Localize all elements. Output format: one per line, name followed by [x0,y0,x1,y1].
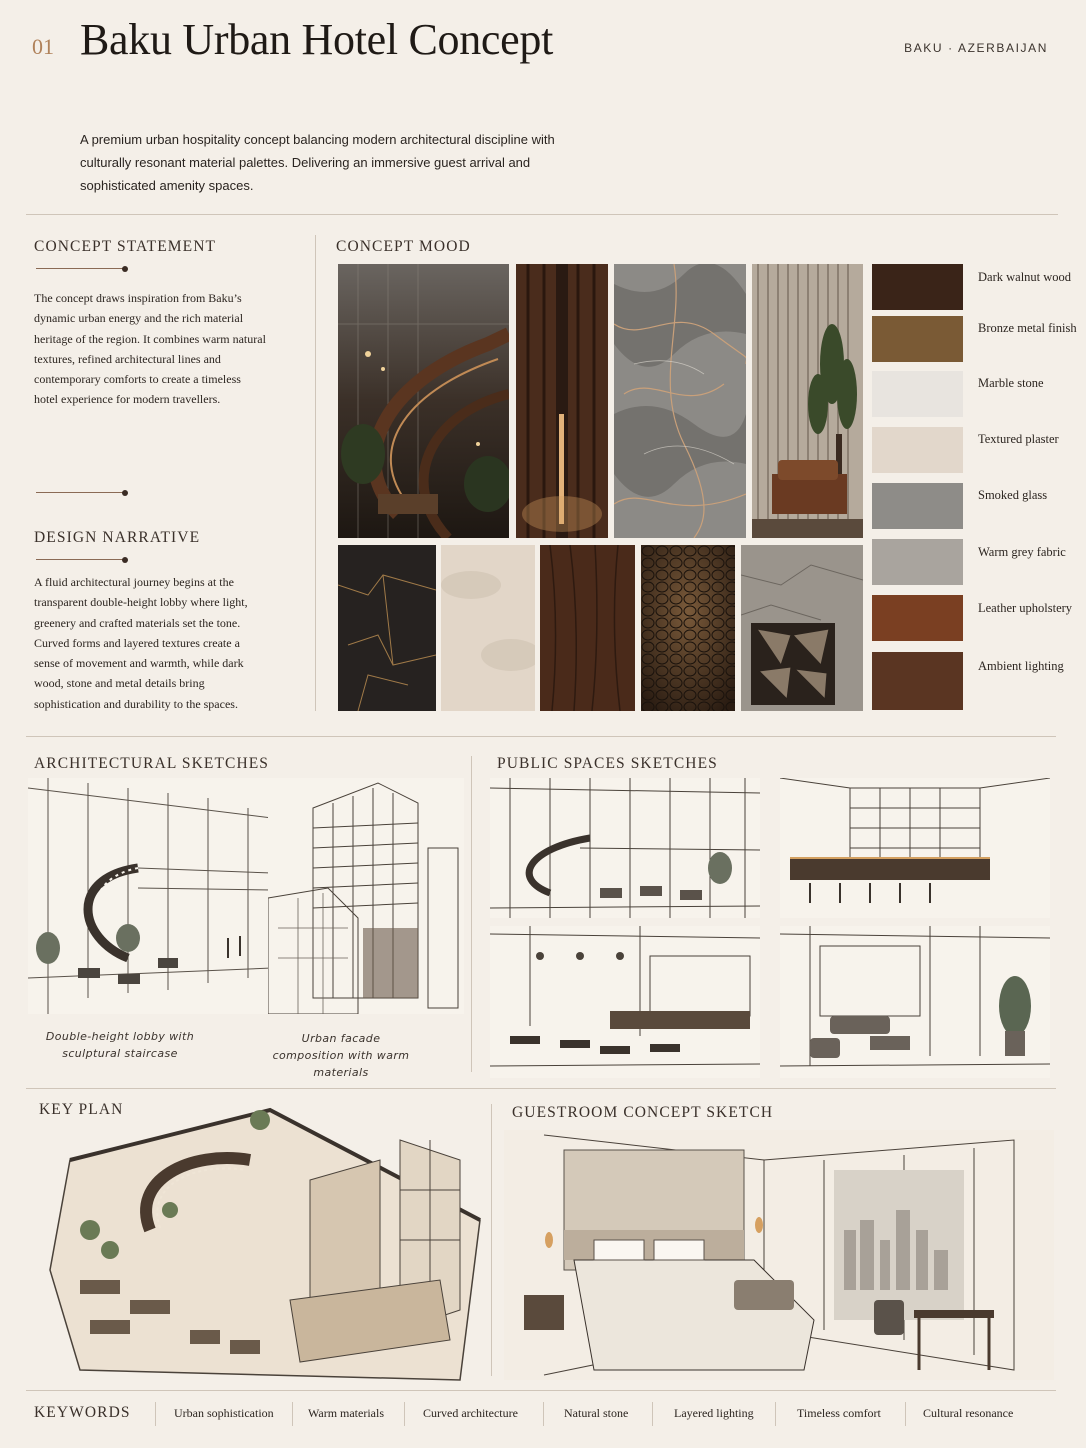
key-plan-drawing [40,1100,488,1388]
swatch-leather [872,595,963,641]
guestroom-title: GUESTROOM CONCEPT SKETCH [512,1104,774,1121]
section-rule [36,559,126,560]
swatch-ambient-lighting [872,652,963,710]
divider [26,736,1056,737]
keyword-separator [404,1402,405,1426]
fluted-wall-chair-photo [752,264,863,538]
keyword-separator [775,1402,776,1426]
section-rule [36,268,126,269]
swatch-label: Smoked glass [978,488,1048,502]
keyword: Cultural resonance [923,1406,1014,1420]
keyword: Warm materials [308,1406,385,1420]
swatch-marble [872,371,963,417]
page-title: Baku Urban Hotel Concept [80,15,554,64]
keyword-separator [905,1402,906,1426]
keyword: Natural stone [564,1406,629,1420]
column-divider [491,1104,492,1376]
staircase-atrium-photo [338,264,509,538]
key-plan-title: KEY PLAN [39,1101,124,1118]
design-narrative-text: A fluid architectural journey begins at the transparent double-height lobby where light, greenery and crafted materials set the tone. Curved forms and layered textures create a sense of movement and warmth, while dark wood, stone and metal details bring sophistication and durability to the spaces. [34,575,248,711]
keyword: Curved architecture [423,1406,518,1420]
bronze-texture-photo [641,545,735,711]
location-label: BAKU · AZERBAIJAN [904,41,1048,55]
swatch-label: Warm grey fabric [978,545,1066,559]
swatch-label: Dark walnut wood [978,270,1072,284]
swatch-grey-fabric [872,539,963,585]
keywords-title: KEYWORDS [34,1404,131,1421]
stone-wall-art-photo [741,545,863,711]
intro-paragraph: A premium urban hospitality concept balancing modern architectural discipline with culturally resonant material palettes. Delivering an immersive guest arrival and sophisticated amenity spaces. [80,132,555,193]
public-spaces-title: PUBLIC SPACES SKETCHES [497,755,718,772]
concept-statement-text: The concept draws inspiration from Baku’s dynamic urban energy and the rich material heritage of the region. It combines warm natural textures, refined architectural lines and contemporary comforts to create a timeless hotel experience for modern travellers. [34,291,266,407]
keyword-separator [543,1402,544,1426]
wood-panel-photo [516,264,608,538]
lobby-sketch [28,778,272,1014]
public-lobby-sketch [490,778,760,918]
swatch-smoked-glass [872,483,963,529]
lounge-sketch [780,926,1050,1078]
divider [26,1390,1056,1391]
keyword-separator [155,1402,156,1426]
keyword-separator [292,1402,293,1426]
lobby-sketch-caption: Double-height lobby with sculptural staircase [45,1030,195,1060]
walnut-photo [540,545,635,711]
swatch-label: Leather upholstery [978,601,1073,615]
keyword: Layered lighting [674,1406,754,1420]
swatch-bronze [872,316,963,362]
keyword: Timeless comfort [797,1406,881,1420]
guestroom-sketch [504,1130,1054,1380]
concept-statement-title: CONCEPT STATEMENT [34,238,217,255]
dark-stone-photo [338,545,436,711]
divider [26,1088,1056,1089]
grey-marble-photo [614,264,746,538]
swatch-label: Ambient lighting [978,659,1064,673]
concept-mood-title: CONCEPT MOOD [336,238,471,255]
swatch-plaster [872,427,963,473]
section-rule [36,492,126,493]
facade-sketch-caption: Urban facade composition with warm materials [272,1032,410,1079]
bar-sketch [780,778,1050,918]
column-divider [315,235,316,711]
page-number: 01 [32,34,54,59]
architectural-sketches-title: ARCHITECTURAL SKETCHES [34,755,270,772]
swatch-label: Bronze metal finish [978,321,1077,335]
divider [26,214,1058,215]
column-divider [471,756,472,1072]
plaster-photo [441,545,535,711]
keyword: Urban sophistication [174,1406,274,1420]
swatch-label: Textured plaster [978,432,1059,446]
design-narrative-title: DESIGN NARRATIVE [34,529,201,546]
facade-sketch [268,778,464,1014]
keyword-separator [652,1402,653,1426]
swatch-dark-walnut [872,264,963,310]
restaurant-sketch [490,926,760,1078]
swatch-label: Marble stone [978,376,1044,390]
